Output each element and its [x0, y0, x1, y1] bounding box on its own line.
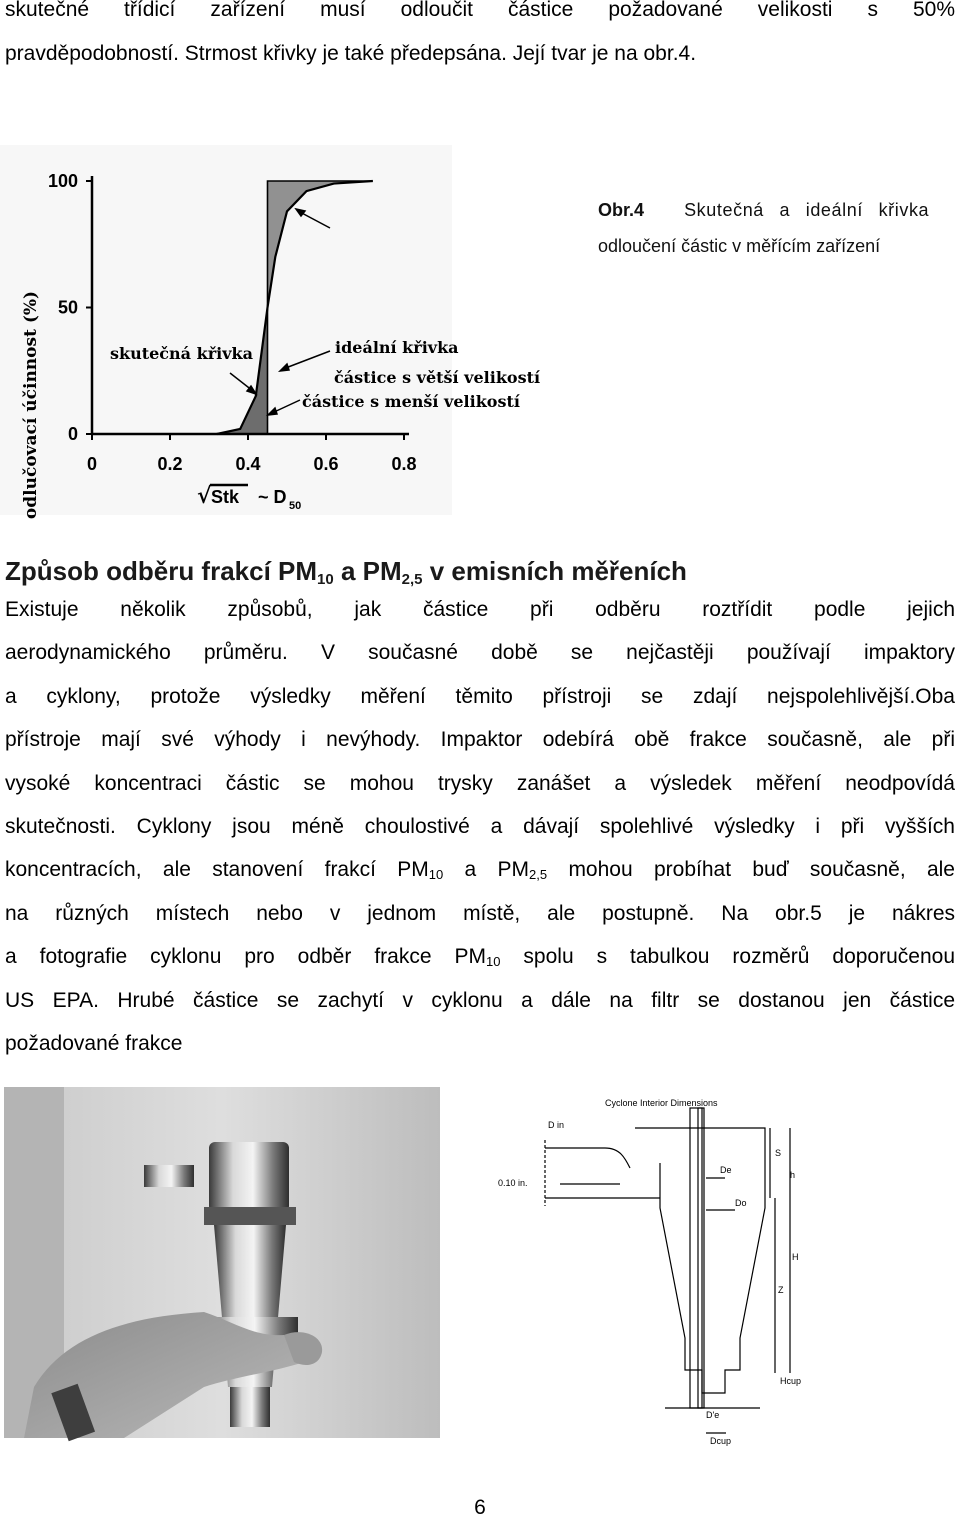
figure-caption-line-2: odloučení částic v měřícím zařízení	[598, 236, 881, 256]
x-tick-label: 0.4	[235, 454, 261, 474]
drawing-title: Cyclone Interior Dimensions	[605, 1098, 718, 1108]
label-H: H	[792, 1252, 799, 1262]
x-tick-label: 0.6	[313, 454, 339, 474]
annot-real-curve: skutečná křivka	[110, 344, 253, 363]
caption-label: Obr.4	[598, 200, 645, 220]
label-h: h	[790, 1170, 796, 1180]
intro-line-1: skutečné třídicí zařízení musí odloučit částice požadované velikosti s 50%	[5, 0, 955, 21]
label-inlet: 0.10 in.	[498, 1178, 528, 1188]
y-tick-label: 50	[57, 297, 78, 318]
label-z: Z	[778, 1285, 784, 1295]
x-tick-label: 0	[86, 454, 98, 474]
label-hcup: Hcup	[780, 1376, 802, 1386]
cyclone-photo	[4, 1087, 440, 1438]
label-de: De	[720, 1165, 732, 1175]
section-heading: Způsob odběru frakcí $PM_{10}$ a $PM_{2,5}$ v emisních měřeních	[5, 556, 687, 588]
annot-larger-particles: částice s větší velikostí	[334, 368, 541, 387]
body-paragraph	[5, 588, 955, 1065]
label-dcup: Dcup	[710, 1436, 732, 1446]
xlabel-root: Stk	[211, 487, 240, 507]
label-d-in: D in	[548, 1120, 565, 1130]
label-s: S	[775, 1148, 782, 1158]
body-line: a fotografie cyklonu pro odběr frakce $PM_{10}$ spolu s tabulkou rozměrů doporučenou	[5, 945, 955, 970]
xlabel-sub: 50	[289, 500, 302, 512]
y-tick-label: 100	[47, 171, 78, 191]
chart-background	[0, 145, 452, 515]
intro-line-2: pravděpodobností. Strmost křivky je také předepsána. Její tvar je na obr.4.	[5, 42, 697, 65]
caption-title: Skutečná a ideální křivka	[684, 200, 930, 220]
body-line: koncentracích, ale stanovení frakcí $PM_{10}$ a $PM_{2,5}$ mohou probíhat buď současně, ale	[5, 858, 955, 883]
body-line: přístroje mají své výhody i nevýhody. Impaktor odebírá obě frakce současně, ale při	[5, 728, 955, 752]
y-tick-label: 0	[67, 424, 78, 444]
chart-ylabel: odlučovací účinnost (%)	[21, 290, 41, 520]
label-d-e: D'e	[706, 1410, 720, 1420]
annot-smaller-particles: částice s menší velikostí	[302, 392, 520, 411]
x-tick-label: 0.2	[157, 454, 183, 474]
page-number: 6	[474, 1496, 486, 1519]
body-line: US EPA. Hrubé částice se zachytí v cyklonu a dále na filtr se dostanou jen částice	[5, 988, 955, 1012]
figure-caption-line-1	[598, 200, 929, 221]
annot-ideal-curve: ideální křivka	[335, 338, 459, 357]
label-do: Do	[735, 1198, 747, 1208]
body-line: Existuje několik způsobů, jak částice při odběru roztřídit podle jejich	[5, 598, 955, 621]
cyclone-dimensions-drawing	[470, 1088, 940, 1448]
sqrt-symbol-icon: √	[197, 483, 212, 509]
xlabel-suffix: ~ D	[258, 487, 287, 507]
body-line: aerodynamického průměru. V současné době se nejčastěji používají impaktory	[5, 641, 955, 665]
body-line: skutečnosti. Cyklony jsou méně choulostivé a dávají spolehlivé výsledky i při vyšších	[5, 815, 955, 839]
body-line: a cyklony, protože výsledky měření těmito přístroji se zdají nejspolehlivější.Oba	[5, 684, 955, 708]
x-tick-label: 0.8	[391, 454, 417, 474]
body-line: požadované frakce	[5, 1032, 183, 1056]
body-line: na různých místech nebo v jednom místě, ale postupně. Na obr.5 je nákres	[5, 901, 955, 925]
efficiency-chart	[0, 145, 541, 525]
body-line: vysoké koncentraci částic se mohou trysky zanášet a výsledek měření neodpovídá	[5, 771, 955, 795]
